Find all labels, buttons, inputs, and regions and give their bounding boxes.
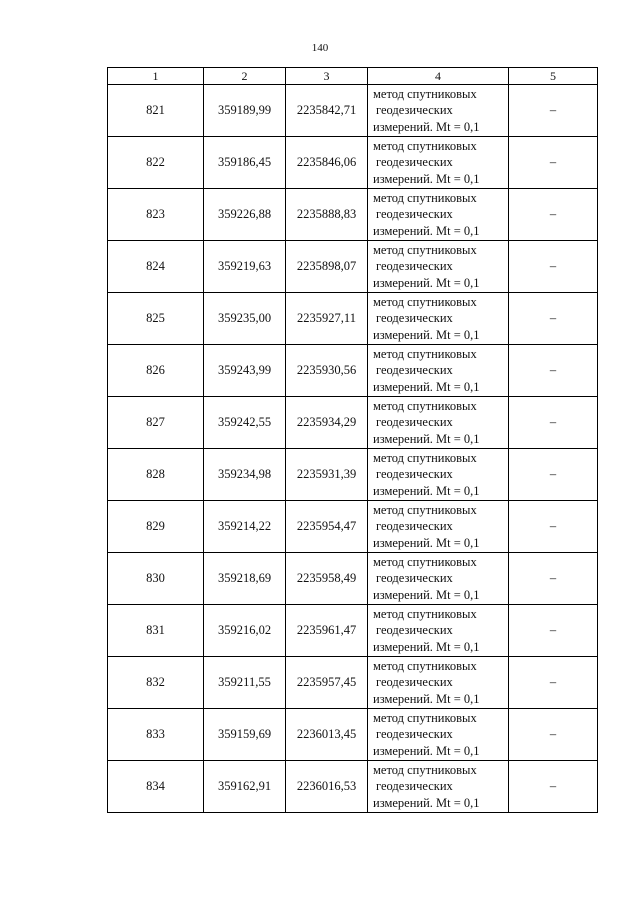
table-row: [108, 501, 598, 553]
method-line-3: измерений. Mt = 0,1: [373, 119, 480, 134]
coordinate-x: 359186,45: [204, 137, 286, 189]
method-line-1: метод спутниковых: [373, 138, 477, 153]
point-number: 829: [108, 501, 204, 553]
point-number: 822: [108, 137, 204, 189]
note-dash: –: [509, 657, 598, 709]
coordinate-y: 2235934,29: [286, 397, 368, 449]
method-description: [368, 605, 509, 657]
method-description: [368, 293, 509, 345]
method-line-3: измерений. Mt = 0,1: [373, 483, 480, 498]
table-row: [108, 189, 598, 241]
note-dash: –: [509, 137, 598, 189]
column-header-5: 5: [509, 68, 598, 85]
method-line-1: метод спутниковых: [373, 710, 477, 725]
column-header-2: 2: [204, 68, 286, 85]
table-header-row: [108, 68, 598, 85]
method-line-1: метод спутниковых: [373, 762, 477, 777]
note-dash: –: [509, 345, 598, 397]
table-row: [108, 241, 598, 293]
coordinate-y: 2236013,45: [286, 709, 368, 761]
coordinate-y: 2235961,47: [286, 605, 368, 657]
coordinate-x: 359189,99: [204, 85, 286, 137]
method-line-1: метод спутниковых: [373, 346, 477, 361]
page-number: 140: [311, 42, 329, 54]
coordinate-x: 359226,88: [204, 189, 286, 241]
coordinate-y: 2235898,07: [286, 241, 368, 293]
column-header-1: 1: [108, 68, 204, 85]
coordinate-y: 2235927,11: [286, 293, 368, 345]
method-line-1: метод спутниковых: [373, 398, 477, 413]
coordinate-x: 359234,98: [204, 449, 286, 501]
coordinate-x: 359211,55: [204, 657, 286, 709]
point-number: 825: [108, 293, 204, 345]
note-dash: –: [509, 397, 598, 449]
point-number: 823: [108, 189, 204, 241]
coordinate-y: 2235954,47: [286, 501, 368, 553]
method-line-3: измерений. Mt = 0,1: [373, 275, 480, 290]
method-description: [368, 553, 509, 605]
method-description: [368, 241, 509, 293]
table-row: [108, 709, 598, 761]
coordinate-x: 359159,69: [204, 709, 286, 761]
method-description: [368, 137, 509, 189]
coordinate-x: 359242,55: [204, 397, 286, 449]
note-dash: –: [509, 293, 598, 345]
table-row: [108, 657, 598, 709]
point-number: 833: [108, 709, 204, 761]
method-description: [368, 85, 509, 137]
point-number: 826: [108, 345, 204, 397]
note-dash: –: [509, 501, 598, 553]
method-description: [368, 345, 509, 397]
point-number: 828: [108, 449, 204, 501]
method-line-2: геодезических: [376, 207, 453, 222]
method-line-1: метод спутниковых: [373, 502, 477, 517]
method-line-3: измерений. Mt = 0,1: [373, 223, 480, 238]
method-line-3: измерений. Mt = 0,1: [373, 171, 480, 186]
table-row: [108, 449, 598, 501]
table-row: [108, 85, 598, 137]
coordinate-y: 2235888,83: [286, 189, 368, 241]
method-line-1: метод спутниковых: [373, 190, 477, 205]
method-line-2: геодезических: [376, 363, 453, 378]
method-line-1: метод спутниковых: [373, 86, 477, 101]
method-description: [368, 501, 509, 553]
coordinate-y: 2235930,56: [286, 345, 368, 397]
coordinate-x: 359218,69: [204, 553, 286, 605]
method-line-1: метод спутниковых: [373, 450, 477, 465]
point-number: 831: [108, 605, 204, 657]
table-row: [108, 345, 598, 397]
table-row: [108, 553, 598, 605]
method-line-3: измерений. Mt = 0,1: [373, 379, 480, 394]
coordinate-x: 359219,63: [204, 241, 286, 293]
method-line-1: метод спутниковых: [373, 294, 477, 309]
note-dash: –: [509, 241, 598, 293]
method-line-1: метод спутниковых: [373, 658, 477, 673]
method-line-3: измерений. Mt = 0,1: [373, 639, 480, 654]
table-row: [108, 397, 598, 449]
coordinate-y: 2235958,49: [286, 553, 368, 605]
point-number: 824: [108, 241, 204, 293]
method-line-3: измерений. Mt = 0,1: [373, 535, 480, 550]
method-description: [368, 449, 509, 501]
method-line-2: геодезических: [376, 727, 453, 742]
note-dash: –: [509, 761, 598, 813]
method-description: [368, 397, 509, 449]
point-number: 830: [108, 553, 204, 605]
coordinate-x: 359216,02: [204, 605, 286, 657]
method-line-2: геодезических: [376, 675, 453, 690]
method-line-1: метод спутниковых: [373, 606, 477, 621]
point-number: 827: [108, 397, 204, 449]
method-line-2: геодезических: [376, 519, 453, 534]
note-dash: –: [509, 709, 598, 761]
column-header-3: 3: [286, 68, 368, 85]
method-line-2: геодезических: [376, 311, 453, 326]
method-line-2: геодезических: [376, 779, 453, 794]
method-line-3: измерений. Mt = 0,1: [373, 431, 480, 446]
method-line-3: измерений. Mt = 0,1: [373, 327, 480, 342]
coordinates-table: [107, 67, 598, 813]
coordinate-y: 2235842,71: [286, 85, 368, 137]
coordinate-y: 2235957,45: [286, 657, 368, 709]
point-number: 832: [108, 657, 204, 709]
table-row: [108, 137, 598, 189]
note-dash: –: [509, 449, 598, 501]
table-row: [108, 605, 598, 657]
method-description: [368, 709, 509, 761]
method-description: [368, 761, 509, 813]
method-description: [368, 657, 509, 709]
method-line-1: метод спутниковых: [373, 554, 477, 569]
method-line-3: измерений. Mt = 0,1: [373, 743, 480, 758]
method-line-1: метод спутниковых: [373, 242, 477, 257]
method-line-2: геодезических: [376, 155, 453, 170]
method-description: [368, 189, 509, 241]
coordinate-x: 359162,91: [204, 761, 286, 813]
coordinate-x: 359214,22: [204, 501, 286, 553]
method-line-2: геодезических: [376, 415, 453, 430]
method-line-2: геодезических: [376, 259, 453, 274]
coordinate-y: 2236016,53: [286, 761, 368, 813]
coordinate-y: 2235931,39: [286, 449, 368, 501]
method-line-3: измерений. Mt = 0,1: [373, 691, 480, 706]
coordinate-x: 359243,99: [204, 345, 286, 397]
table-row: [108, 293, 598, 345]
method-line-2: геодезических: [376, 623, 453, 638]
method-line-2: геодезических: [376, 103, 453, 118]
note-dash: –: [509, 189, 598, 241]
point-number: 821: [108, 85, 204, 137]
table-row: [108, 761, 598, 813]
column-header-4: 4: [368, 68, 509, 85]
note-dash: –: [509, 85, 598, 137]
method-line-3: измерений. Mt = 0,1: [373, 587, 480, 602]
coordinate-x: 359235,00: [204, 293, 286, 345]
method-line-2: геодезических: [376, 571, 453, 586]
coordinate-y: 2235846,06: [286, 137, 368, 189]
table-body: [108, 85, 598, 813]
note-dash: –: [509, 605, 598, 657]
note-dash: –: [509, 553, 598, 605]
point-number: 834: [108, 761, 204, 813]
method-line-3: измерений. Mt = 0,1: [373, 795, 480, 810]
method-line-2: геодезических: [376, 467, 453, 482]
